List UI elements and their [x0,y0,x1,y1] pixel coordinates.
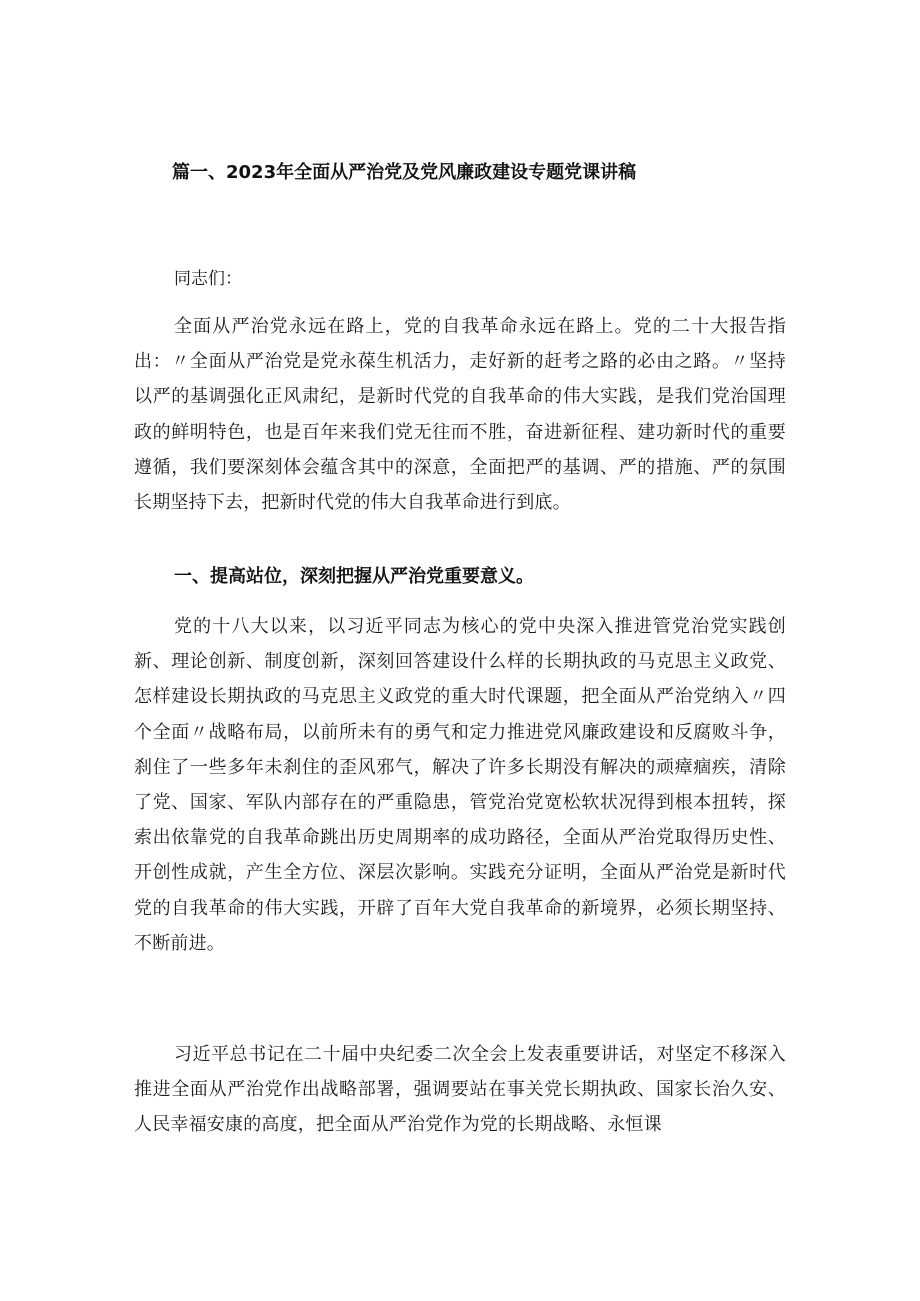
document-title: 篇一、2023年全面从严治党及党风廉政建设专题党课讲稿 [172,162,637,183]
paragraph-speech: 习近平总书记在二十届中央纪委二次全会上发表重要讲话，对坚定不移深入推进全面从严治党作出战略部署，强调要站在事关党长期执政、国家长治久安、人民幸福安康的高度，把全面从严治党作为党的长期战略、永恒课 [134,1044,786,1136]
paragraph-intro: 全面从严治党永远在路上，党的自我革命永远在路上。党的二十大报告指出：〃全面从严治党是党永葆生机活力，走好新的赶考之路的必由之路。〃坚持以严的基调强化正风肃纪，是新时代党的自我革命的伟大实践，是我们党治国理政的鲜明特色，也是百年来我们党无往而不胜，奋进新征程、建功新时代的重要遵循，我们要深刻体会蕴含其中的深意，全面把严的基调、严的措施、严的氛围长期坚持下去，把新时代党的伟大自我革命进行到底。 [134,316,786,514]
paragraph-significance: 党的十八大以来，以习近平同志为核心的党中央深入推进管党治党实践创新、理论创新、制度创新，深刻回答建设什么样的长期执政的马克思主义政党、怎样建设长期执政的马克思主义政党的重大时代课题，把全面从严治党纳入〃四个全面〃战略布局，以前所未有的勇气和定力推进党风廉政建设和反腐败斗争，刹住了一些多年未刹住的歪风邪气，解决了许多长期没有解决的顽瘴痼疾，清除了党、国家、军队内部存在的严重隐患，管党治党宽松软状况得到根本扭转，探索出依靠党的自我革命跳出历史周期率的成功路径，全面从严治党取得历史性、开创性成就，产生全方位、深层次影响。实践充分证明，全面从严治党是新时代党的自我革命的伟大实践，开辟了百年大党自我革命的新境界，必须长期坚持、不断前进。 [134,616,786,954]
section-heading: 一、提高站位，深刻把握从严治党重要意义。 [174,566,534,587]
salutation: 同志们： [174,269,242,289]
